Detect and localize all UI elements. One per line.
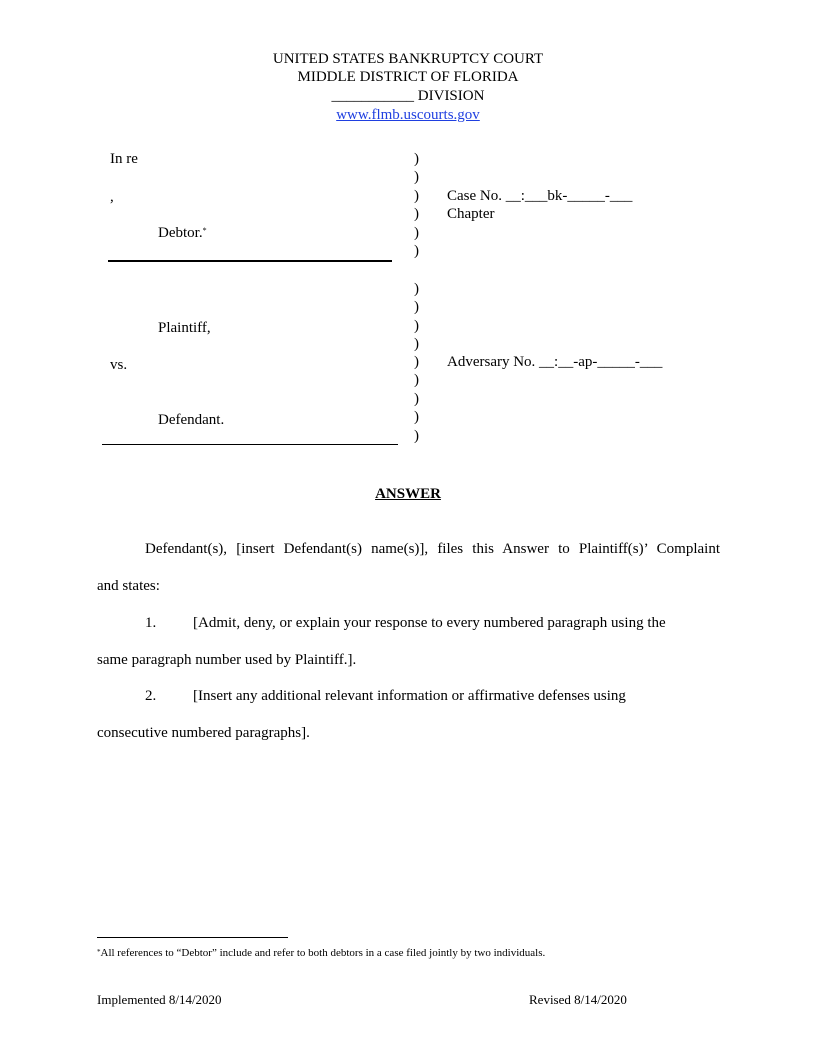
- footnote-separator: [97, 937, 288, 938]
- debtor-footnote-mark: *: [202, 226, 207, 235]
- paragraph-1-line-1: [Admit, deny, or explain your response to every numbered paragraph using the: [193, 615, 666, 631]
- chapter-label: Chapter: [447, 206, 495, 222]
- caption-paren: ): [414, 281, 419, 297]
- caption-paren: ): [414, 336, 419, 352]
- document-title: ANSWER: [375, 486, 441, 502]
- caption-paren: ): [414, 354, 419, 370]
- caption-paren: ): [414, 151, 419, 167]
- debtor-caption-rule: [108, 260, 392, 262]
- caption-paren: ): [414, 188, 419, 204]
- caption-paren: ): [414, 318, 419, 334]
- caption-paren: ): [414, 169, 419, 185]
- paragraph-2-line-2: consecutive numbered paragraphs].: [97, 725, 310, 741]
- intro-line-1: Defendant(s), [insert Defendant(s) name(s)], files this Answer to Plaintiff(s)’ Complaint: [145, 541, 720, 557]
- footnote-text: All references to “Debtor” include and refer to both debtors in a case filed jointly by two individuals.: [100, 947, 546, 959]
- debtor-name-comma: ,: [110, 189, 114, 205]
- revised-date: Revised 8/14/2020: [529, 992, 627, 1007]
- caption-paren: ): [414, 299, 419, 315]
- defendant-label: Defendant.: [158, 412, 225, 428]
- caption-paren: ): [414, 206, 419, 222]
- caption-paren: ): [414, 372, 419, 388]
- vs-label: vs.: [110, 357, 128, 373]
- caption-paren: ): [414, 409, 419, 425]
- court-website-link[interactable]: www.flmb.uscourts.gov: [336, 107, 480, 123]
- district-name: MIDDLE DISTRICT OF FLORIDA: [297, 69, 519, 85]
- court-name: UNITED STATES BANKRUPTCY COURT: [272, 51, 544, 67]
- division-line: ___________ DIVISION: [331, 88, 485, 104]
- adversary-caption-rule: [102, 444, 398, 445]
- paragraph-2-number: 2.: [145, 688, 157, 704]
- intro-line-2: and states:: [97, 578, 160, 594]
- footnote: [97, 946, 545, 960]
- caption-paren: ): [414, 243, 419, 259]
- paragraph-1-line-2: same paragraph number used by Plaintiff.].: [97, 652, 357, 668]
- caption-paren: ): [414, 391, 419, 407]
- footnote-mark: *: [97, 948, 101, 956]
- plaintiff-label: Plaintiff,: [158, 320, 211, 336]
- in-re-label: In re: [110, 151, 138, 167]
- caption-paren: ): [414, 428, 419, 444]
- caption-paren: ): [414, 225, 419, 241]
- debtor-label: [158, 224, 207, 242]
- implemented-date: Implemented 8/14/2020: [97, 992, 222, 1007]
- debtor-label-text: Debtor.: [158, 225, 203, 241]
- court-website-row: [0, 106, 816, 125]
- paragraph-1-number: 1.: [145, 615, 157, 631]
- case-number: Case No. __:___bk-_____-___: [447, 188, 633, 204]
- paragraph-2-line-1: [Insert any additional relevant information or affirmative defenses using: [193, 688, 626, 704]
- adversary-number: Adversary No. __:__-ap-_____-___: [447, 354, 663, 370]
